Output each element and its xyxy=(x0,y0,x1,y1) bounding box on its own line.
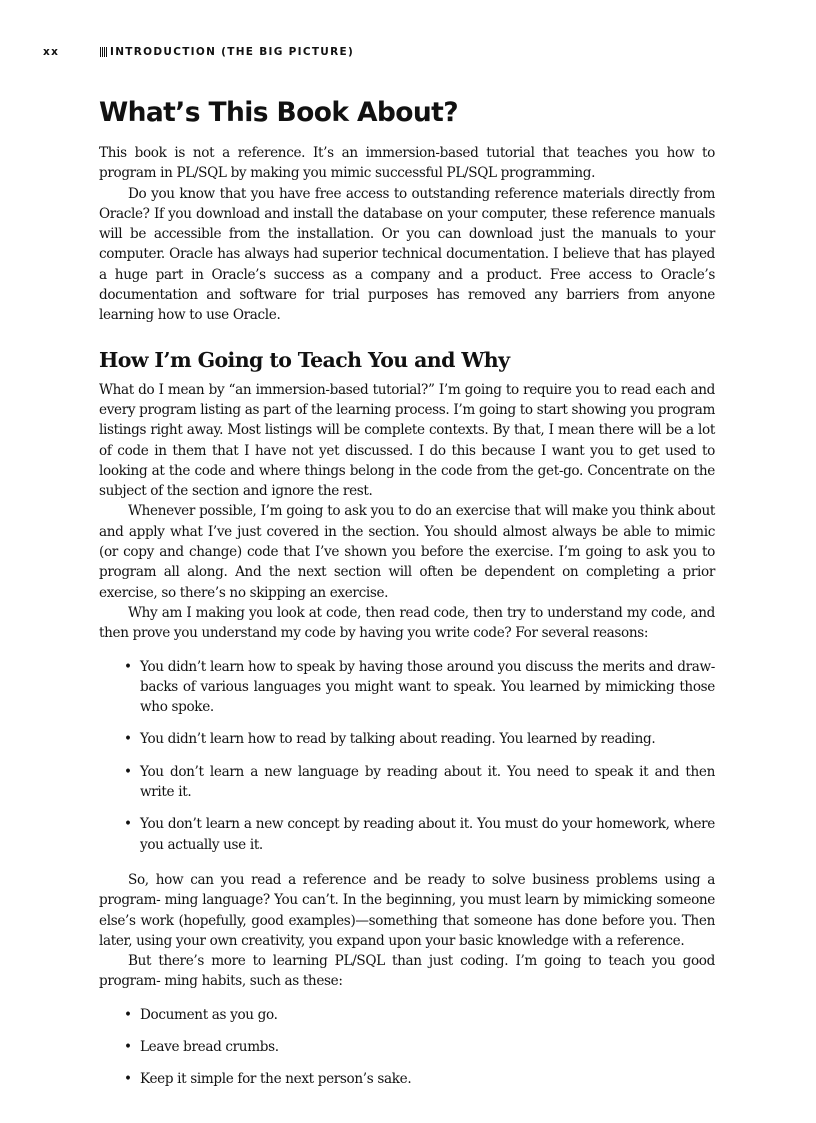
paragraph-why-code: Why am I making you look at code, then read code, then try to understand my code, and then prove you understand my code by having you write code? For several reasons: xyxy=(99,604,715,642)
paragraph-exercises: Whenever possible, I’m going to ask you to do an exercise that will make you think about and apply what I’ve just covered in the section. You should almost always be able to mimic (or copy and change) code that I’ve shown you before the exercise. I’m going to ask you to program all along. And the next section will often be dependent on completing a prior exercise, so there’s no skipping an exercise. xyxy=(99,503,715,601)
list-item: • Leave bread crumbs. xyxy=(99,1037,715,1057)
running-title: INTRODUCTION (THE BIG PICTURE) xyxy=(110,46,355,58)
bullet-icon: • xyxy=(124,731,132,748)
header-ornament-icon xyxy=(100,47,108,57)
reasons-list xyxy=(99,657,715,855)
list-item: • You don’t learn a new language by reading about it. You need to speak it and then write it. xyxy=(124,763,715,801)
list-item: • Document as you go. xyxy=(99,1005,715,1025)
list-item: • You didn’t learn how to read by talking about reading. You learned by reading. xyxy=(99,729,715,749)
bullet-icon: • xyxy=(124,816,132,833)
bullet-icon: • xyxy=(124,1038,132,1055)
paragraph-immersion: What do I mean by “an immersion-based tutorial?” I’m going to require you to read each and every program listing as part of the learning process. I’m going to start showing you program listings right away. Most listings will be complete contexts. By that, I mean there will be a lot of code in them that I have not yet discussed. I do this because I want you to get used to looking at the code and where things belong in the code from the get-go. Concentrate on the subject of the section and ignore the rest. xyxy=(99,381,715,500)
bullet-icon: • xyxy=(124,763,132,780)
running-header xyxy=(43,45,354,59)
paragraph-reference-materials: Do you know that you have free access to outstanding reference materials directly from Oracle? If you download and install the database on your computer, these reference manuals will be accessible from the installation. Or you can download just the manuals to your computer. Oracle has always had superior technical documentation. I believe that has played a huge part in Oracle’s success as a company and a product. Free access to Oracle’s documentation and software for trial purposes has removed any barriers from anyone learning how to use Oracle. xyxy=(99,185,715,324)
bullet-icon: • xyxy=(124,1006,132,1023)
page-body xyxy=(99,96,715,1102)
paragraph-mimicking: So, how can you read a reference and be ready to solve business problems using a program- ming language? You can’t. In the beginning, you must learn by mimicking someone else’s work (hopefully, good examples)—something that someone has done before you. Then later, using your own creativity, you expand upon your basic knowledge with a reference. xyxy=(99,871,715,949)
page-number: xx xyxy=(43,46,60,58)
list-item: • You don’t learn a new concept by reading about it. You must do your homework, where you actually use it. xyxy=(124,816,715,853)
habits-list xyxy=(99,1005,715,1090)
paragraph-intro: This book is not a reference. It’s an immersion-based tutorial that teaches you how to program in PL/SQL by making you mimic successful PL/SQL programming. xyxy=(99,145,715,182)
section-heading-teach-why: How I’m Going to Teach You and Why xyxy=(99,347,510,372)
list-item: • You didn’t learn how to speak by having those around you discuss the merits and draw- backs of various languages you might want to speak. You learned by mimicking those who spoke. xyxy=(124,658,715,716)
section-heading-book-about: What’s This Book About? xyxy=(99,97,458,128)
paragraph-good-habits: But there’s more to learning PL/SQL than just coding. I’m going to teach you good program- ming habits, such as these: xyxy=(99,953,715,990)
bullet-icon: • xyxy=(124,1071,132,1088)
list-item: • Keep it simple for the next person’s sake. xyxy=(99,1069,715,1089)
bullet-icon: • xyxy=(124,658,132,675)
